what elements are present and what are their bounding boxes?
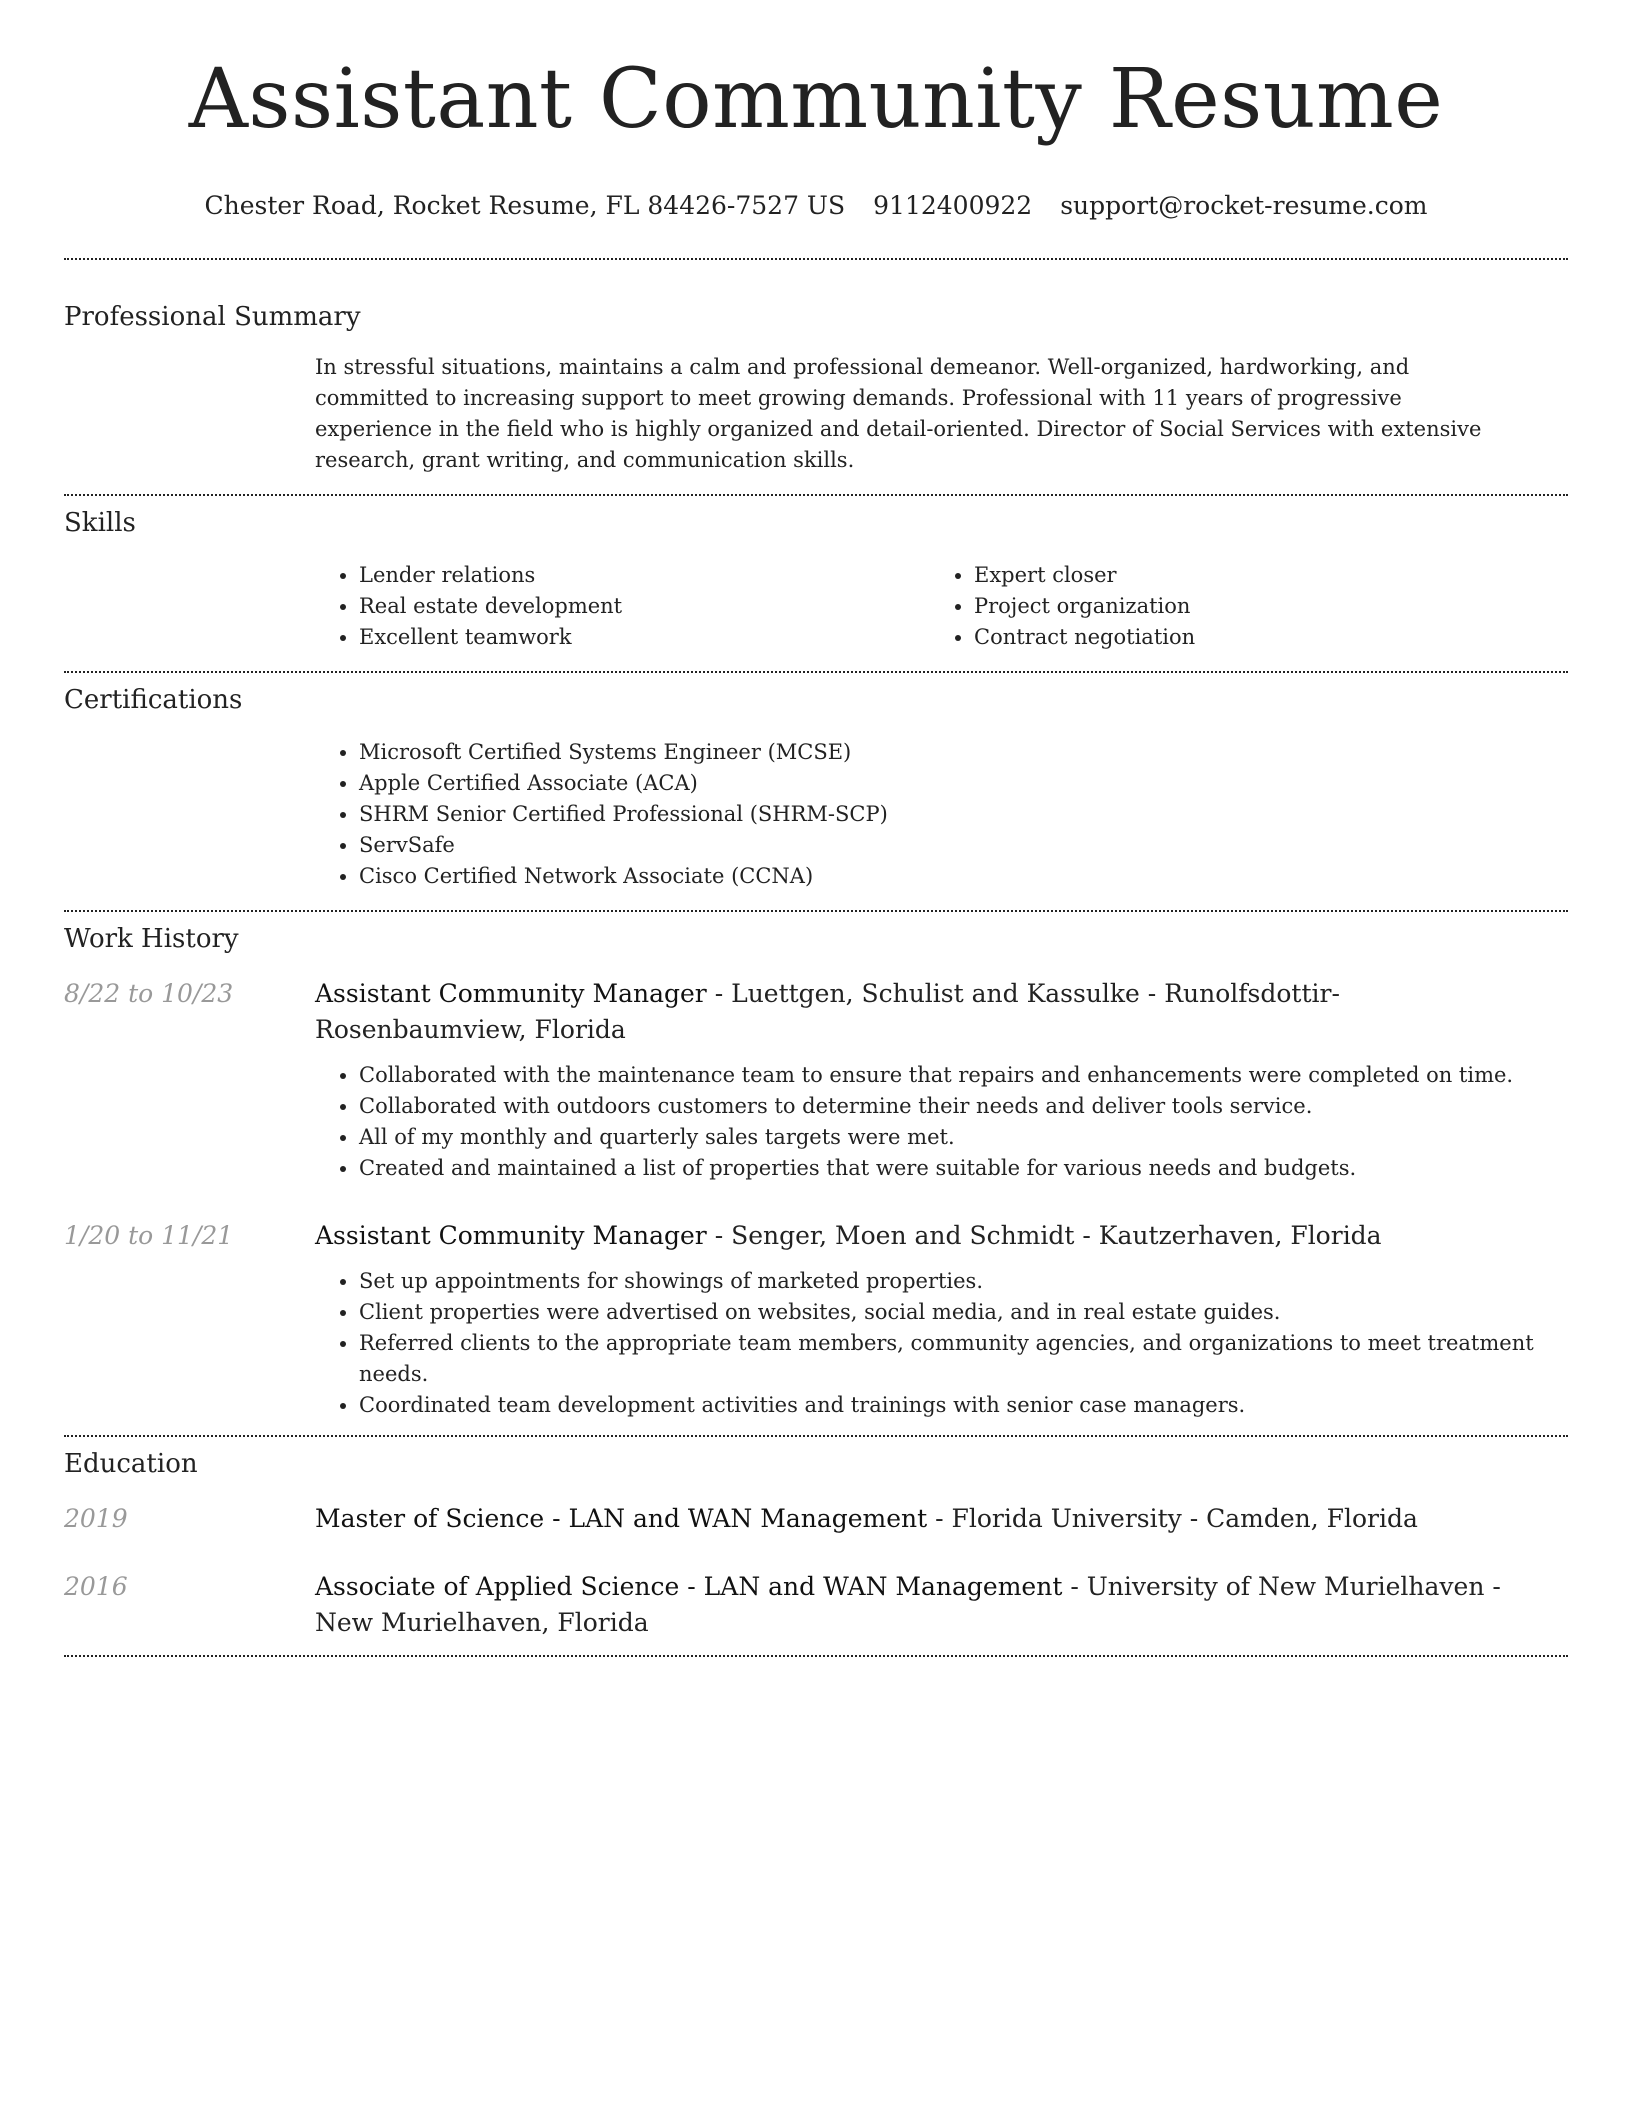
summary-section-title: Professional Summary [64, 302, 361, 332]
divider [64, 910, 1568, 912]
education-title [315, 1569, 1505, 1641]
resume-page [64, 0, 1568, 1657]
resume-name: Assistant Community Resume [188, 52, 1444, 147]
job-title [315, 976, 1525, 1048]
education-section-title: Education [64, 1449, 198, 1479]
education-entry [64, 1569, 1568, 1641]
job-bullet: • Client properties were advertised on websites, social media, and in real estate guides. [359, 1297, 1568, 1328]
education-details: - University of New Murielhaven - New Murielhaven, Florida [315, 1572, 1501, 1637]
job-bullet: • Collaborated with the maintenance team to ensure that repairs and enhancements were completed on time. [359, 1060, 1568, 1091]
skill-item: • Excellent teamwork [359, 622, 930, 653]
job-entry [64, 976, 1568, 1184]
skill-item: • Project organization [974, 591, 1545, 622]
education-degree: Associate of Applied Science - LAN and WAN Management [315, 1572, 1063, 1601]
job-role: Assistant Community Manager [315, 979, 707, 1008]
skills-section-title: Skills [64, 508, 136, 538]
job-title [315, 1218, 1568, 1254]
contact-line [64, 190, 1568, 222]
job-date: 8/22 to 10/23 [64, 979, 234, 1008]
divider [64, 258, 1568, 260]
certification-item: • Cisco Certified Network Associate (CCNA) [359, 861, 1568, 892]
job-bullet: • Coordinated team development activities and trainings with senior case managers. [359, 1390, 1568, 1421]
divider [64, 1435, 1568, 1437]
education-title [315, 1501, 1568, 1537]
certification-item: • Microsoft Certified Systems Engineer (MCSE) [359, 737, 1568, 768]
education-year: 2016 [64, 1572, 128, 1601]
certifications-section-title: Certifications [64, 685, 243, 715]
job-date: 1/20 to 11/21 [64, 1221, 234, 1250]
skill-item: • Real estate development [359, 591, 930, 622]
summary-text: In stressful situations, maintains a calm and professional demeanor. Well-organized, hardworking, and committed to increasing support to meet growing demands. Professional with 11 years of progressive experience in the field who is highly organized and detail-oriented. Director of Social Services with extensive research, grant writing, and communication skills. [315, 355, 1482, 472]
skill-item: • Expert closer [974, 560, 1545, 591]
certification-item: • ServSafe [359, 830, 1568, 861]
divider [64, 671, 1568, 673]
job-bullet: • All of my monthly and quarterly sales targets were met. [359, 1122, 1568, 1153]
job-details: - Senger, Moen and Schmidt - Kautzerhaven, Florida [706, 1221, 1382, 1250]
education-year: 2019 [64, 1504, 128, 1533]
job-bullet: • Collaborated with outdoors customers to determine their needs and deliver tools service. [359, 1091, 1568, 1122]
skill-item: • Lender relations [359, 560, 930, 591]
job-bullet: • Referred clients to the appropriate team members, community agencies, and organizations to meet treatment needs. [359, 1328, 1568, 1390]
job-bullet: • Set up appointments for showings of marketed properties. [359, 1266, 1568, 1297]
contact-email: support@rocket-resume.com [1060, 191, 1428, 220]
job-details: - Luettgen, Schulist and Kassulke - Runolfsdottir-Rosenbaumview, Florida [315, 979, 1340, 1044]
divider [64, 1655, 1568, 1657]
certifications-list [315, 737, 1568, 892]
contact-address: Chester Road, Rocket Resume, FL 84426-7527 US [204, 191, 846, 220]
contact-phone: 9112400922 [873, 191, 1033, 220]
job-entry [64, 1218, 1568, 1421]
certification-item: • Apple Certified Associate (ACA) [359, 768, 1568, 799]
divider [64, 494, 1568, 496]
job-role: Assistant Community Manager [315, 1221, 707, 1250]
work-section-title: Work History [64, 924, 239, 954]
certification-item: • SHRM Senior Certified Professional (SHRM-SCP) [359, 799, 1568, 830]
skills-list [315, 560, 1568, 653]
skill-item: • Contract negotiation [974, 622, 1545, 653]
education-entry [64, 1501, 1568, 1537]
job-bullet: • Created and maintained a list of properties that were suitable for various needs and budgets. [359, 1153, 1568, 1184]
education-details: - Florida University - Camden, Florida [927, 1504, 1418, 1533]
education-degree: Master of Science - LAN and WAN Management [315, 1504, 928, 1533]
